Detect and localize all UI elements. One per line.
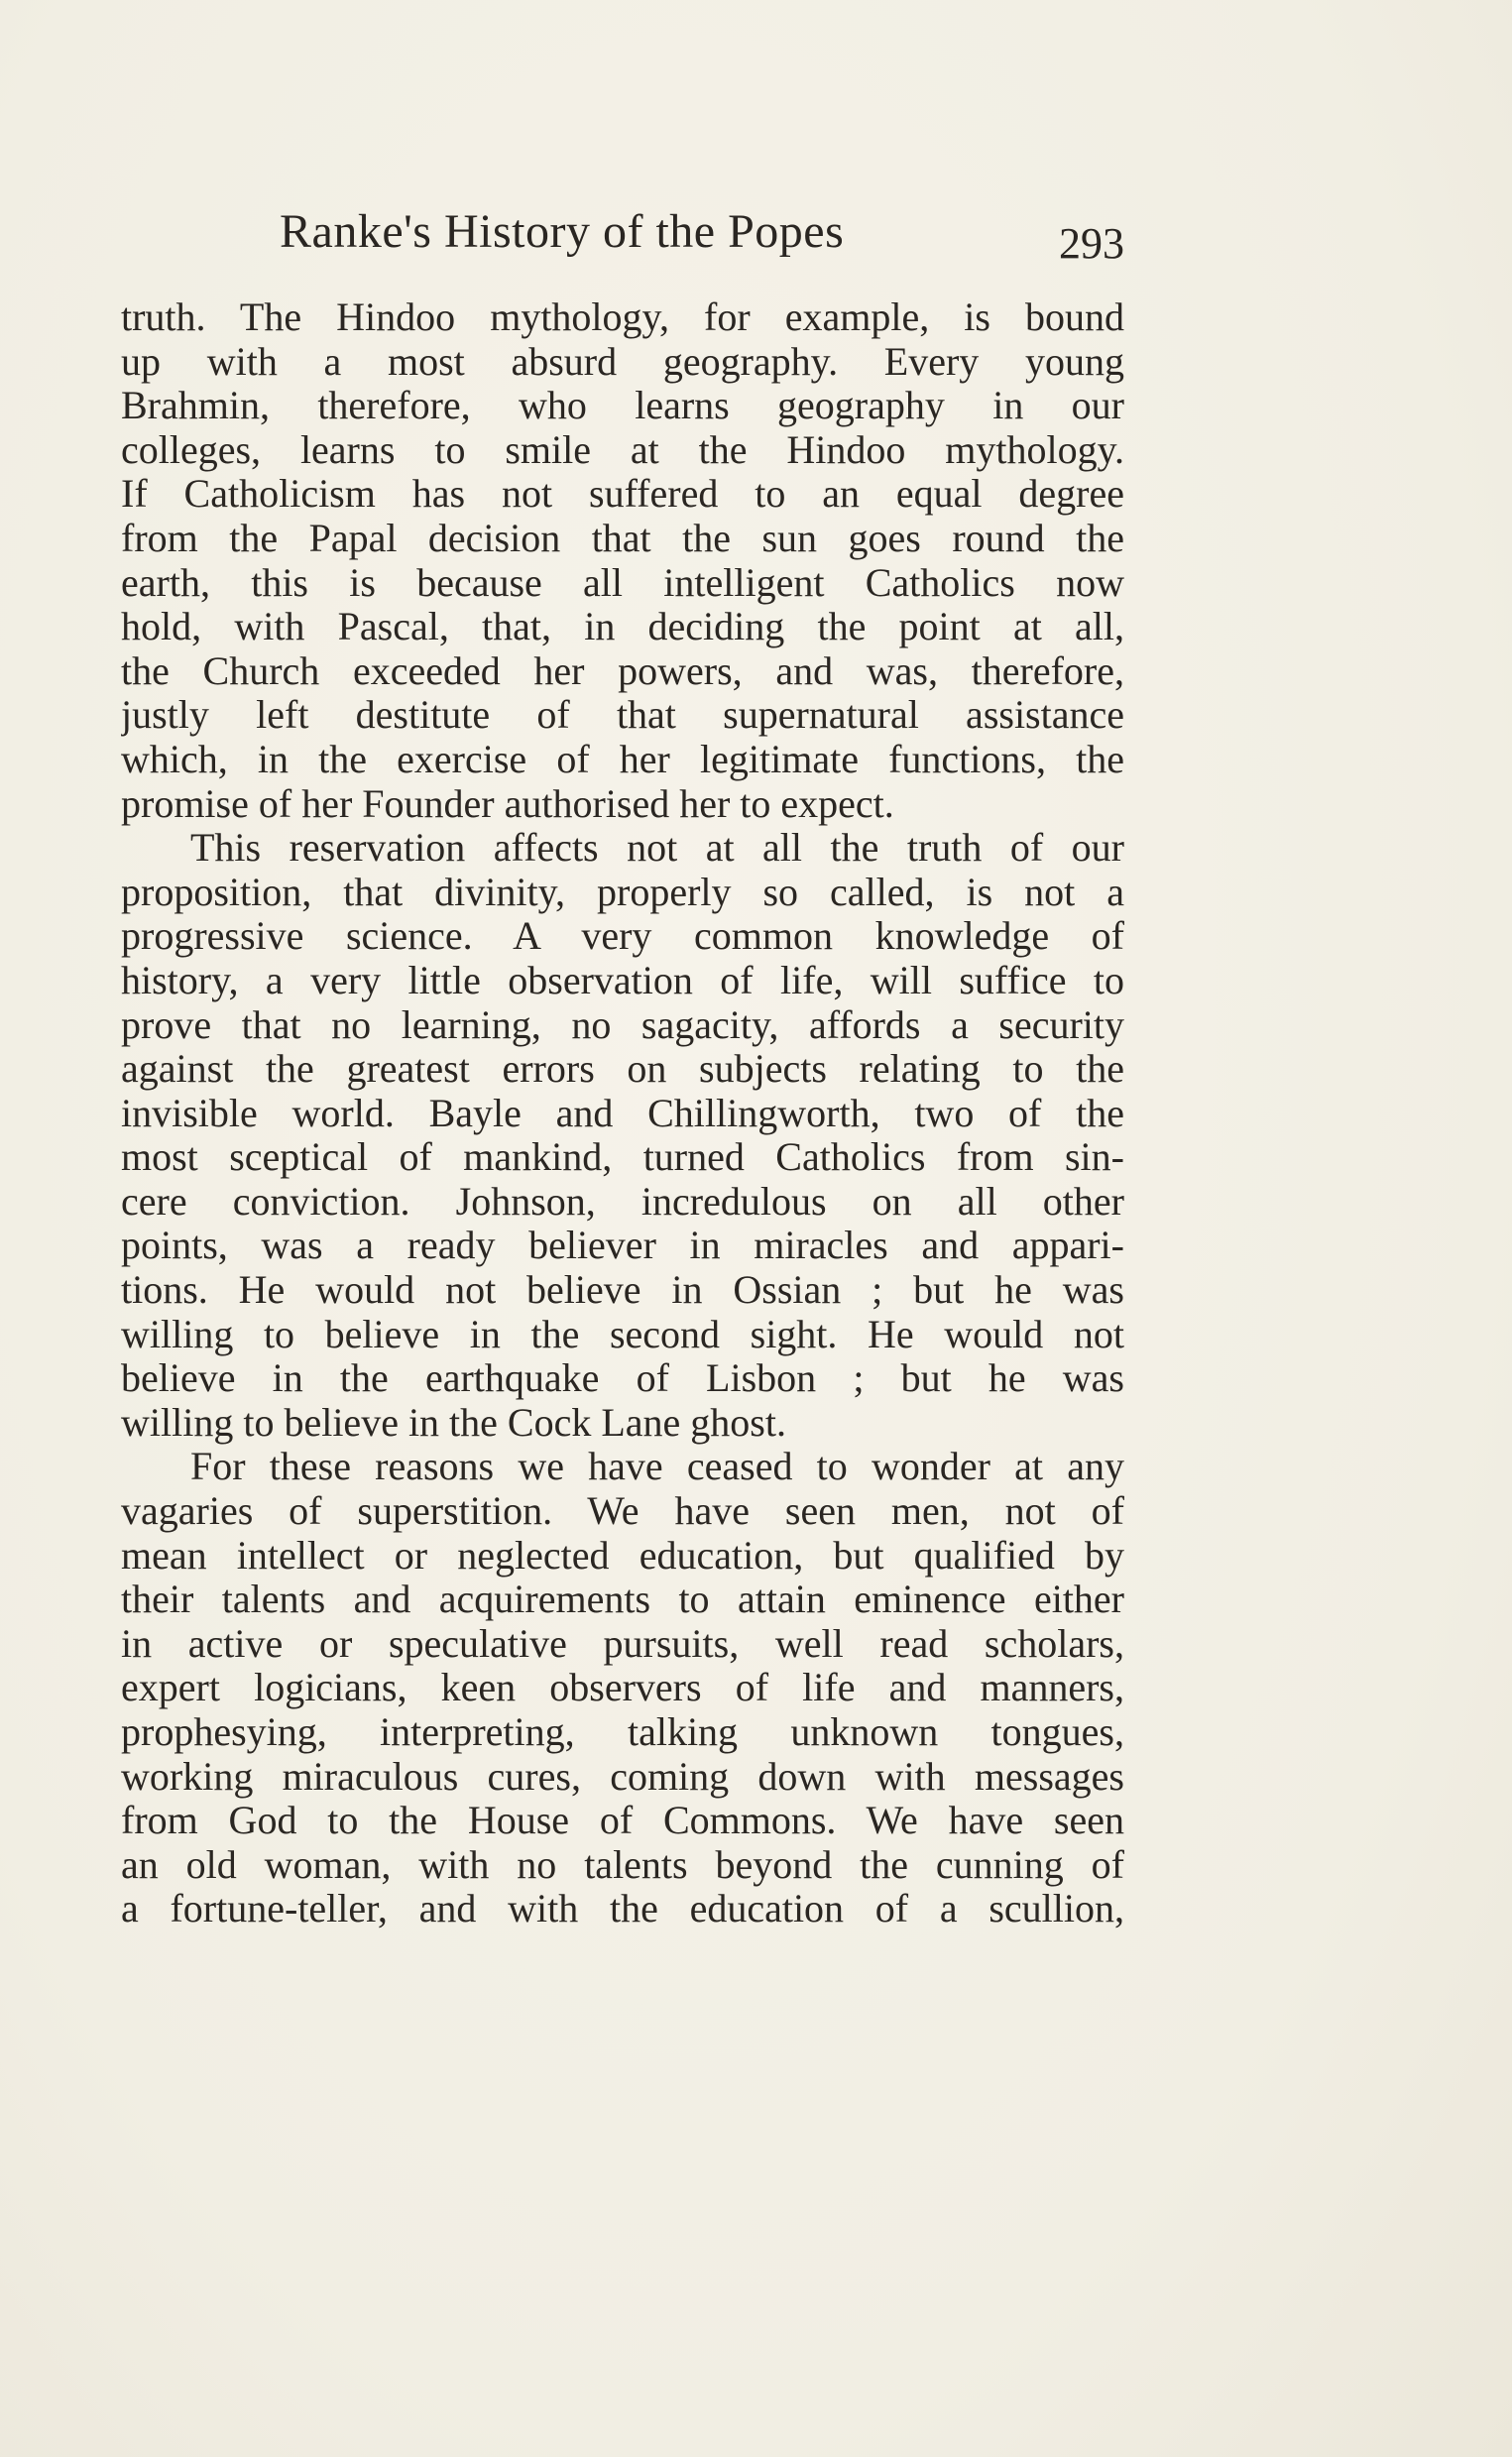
text-line: against the greatest errors on subjects relating to the [121, 1047, 1124, 1092]
text-line: cere conviction. Johnson, incredulous on all other [121, 1179, 1124, 1224]
paragraph-2 [121, 826, 1124, 1445]
text-line: believe in the earthquake of Lisbon ; but he was [121, 1356, 1124, 1401]
text-line: justly left destitute of that supernatural assistance [121, 693, 1124, 738]
text-line: points, was a ready believer in miracles and appari- [121, 1224, 1124, 1268]
text-line: hold, with Pascal, that, in deciding the point at all, [121, 605, 1124, 649]
text-line: in active or speculative pursuits, well read scholars, [121, 1621, 1124, 1666]
text-line: progressive science. A very common knowledge of [121, 914, 1124, 959]
text-line: If Catholicism has not suffered to an equal degree [121, 472, 1124, 517]
text-line: vagaries of superstition. We have seen men, not of [121, 1489, 1124, 1534]
text-line: colleges, learns to smile at the Hindoo mythology. [121, 427, 1124, 472]
text-line: This reservation affects not at all the truth of our [190, 826, 1124, 871]
text-line: history, a very little observation of life, will suffice to [121, 958, 1124, 1002]
text-line: up with a most absurd geography. Every young [121, 339, 1124, 384]
text-line: proposition, that divinity, properly so called, is not a [121, 870, 1124, 914]
text-line: willing to believe in the Cock Lane ghost. [121, 1400, 786, 1445]
text-line: prophesying, interpreting, talking unknown tongues, [121, 1710, 1124, 1754]
running-head [121, 194, 1124, 274]
text-line: working miraculous cures, coming down with messages [121, 1754, 1124, 1799]
text-line: their talents and acquirements to attain eminence either [121, 1578, 1124, 1622]
text-line: from the Papal decision that the sun goes round the [121, 516, 1124, 560]
text-line: willing to believe in the second sight. He would not [121, 1312, 1124, 1356]
text-line: promise of her Founder authorised her to expect. [121, 781, 894, 826]
text-line: truth. The Hindoo mythology, for example, is bound [121, 295, 1124, 339]
text-line: invisible world. Bayle and Chillingworth, two of the [121, 1091, 1124, 1135]
text-line: tions. He would not believe in Ossian ; but he was [121, 1268, 1124, 1313]
body-text [121, 295, 1124, 1931]
text-line: an old woman, with no talents beyond the cunning of [121, 1842, 1124, 1887]
paragraph-1 [121, 295, 1124, 826]
text-line: Brahmin, therefore, who learns geography in our [121, 384, 1124, 428]
text-line: a fortune-teller, and with the education of a scullion, [121, 1887, 1124, 1931]
text-line: from God to the House of Commons. We have seen [121, 1799, 1124, 1843]
text-line: prove that no learning, no sagacity, affords a security [121, 1002, 1124, 1047]
paragraph-3 [121, 1445, 1124, 1931]
text-line: most sceptical of mankind, turned Catholics from sin- [121, 1135, 1124, 1180]
text-line: which, in the exercise of her legitimate functions, the [121, 737, 1124, 781]
text-line: the Church exceeded her powers, and was, therefore, [121, 648, 1124, 693]
text-line: expert logicians, keen observers of life and manners, [121, 1666, 1124, 1710]
text-line: mean intellect or neglected education, but qualified by [121, 1533, 1124, 1578]
running-title: Ranke's History of the Popes [280, 205, 845, 258]
text-line: earth, this is because all intelligent Catholics now [121, 560, 1124, 605]
page-number: 293 [1059, 219, 1124, 268]
text-line: For these reasons we have ceased to wonder at any [190, 1445, 1124, 1489]
